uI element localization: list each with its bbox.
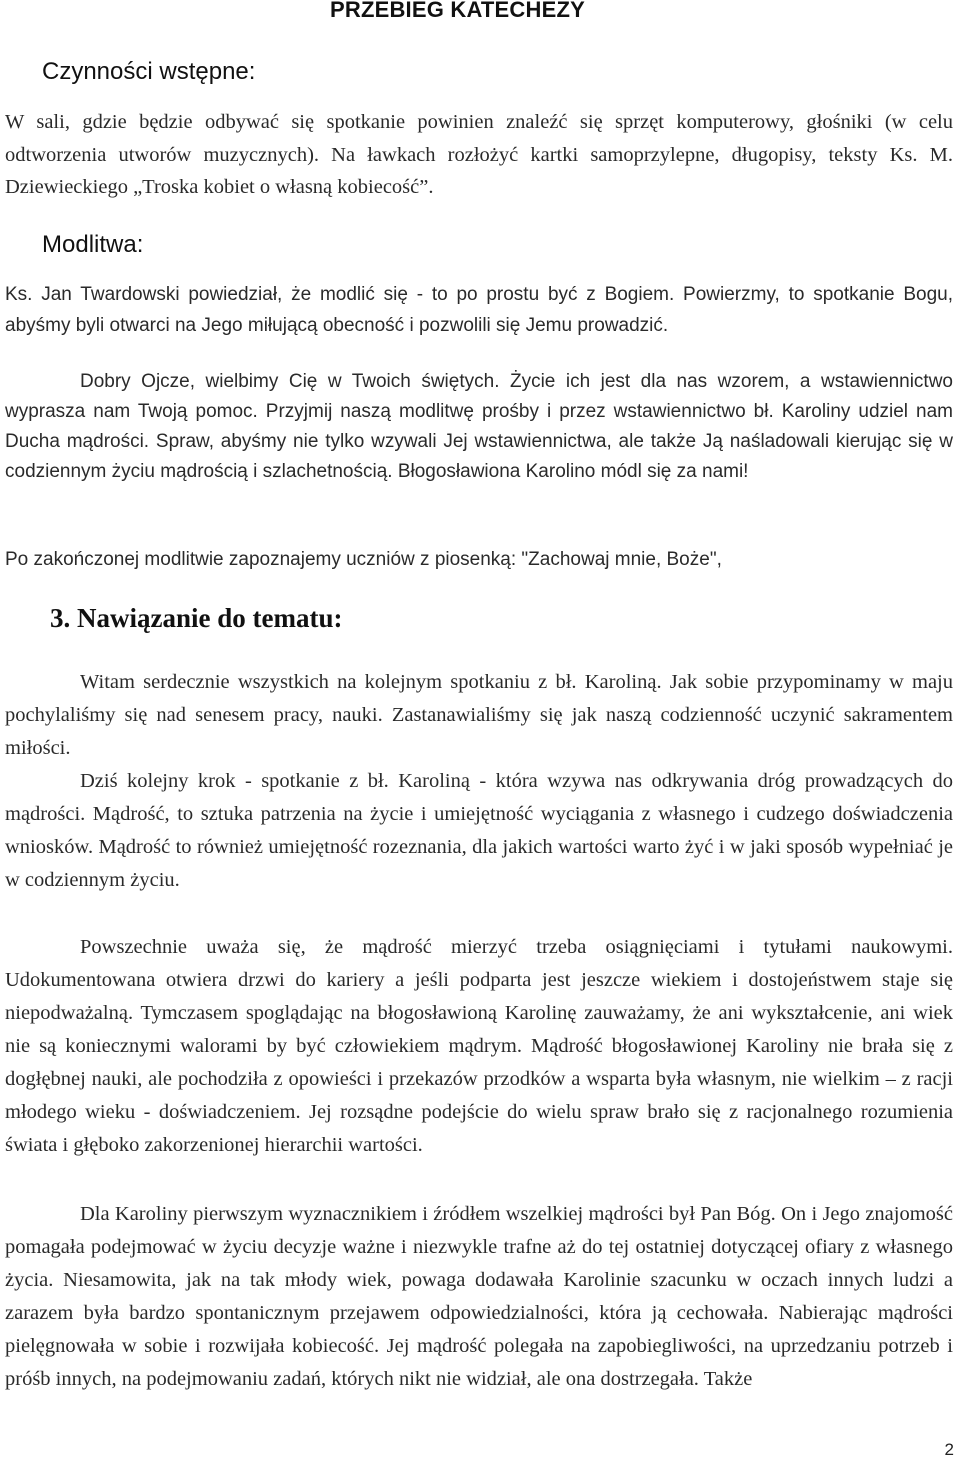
- topic-paragraph-4: Dla Karoliny pierwszym wyznacznikiem i źródłem wszelkiej mądrości był Pan Bóg. On i Jego znajomość pomagała podejmować w życiu decyzje ważne i niezwykle trafne aż do tej ostatniej dotyczącej ofiary z własnego życia. Niesamowita, jak na tak młody wiek, powaga dodawała Karolinie szacunku w oczach innych ludzi a zarazem była bardzo spontanicznym przejawem odpowiedzialności, która ją cechowała. Nabierając mądrości pielęgnowała w sobie i rozwijała kobiecość. Jej mądrość polegała na zapobiegliwości, na uprzedzaniu potrzeb i próśb innych, na podejmowaniu zadań, których nikt nie widział, ale ona dostrzegała. Także: [5, 1203, 953, 1390]
- topic-paragraph-3: Powszechnie uważa się, że mądrość mierzyć trzeba osiągnięciami i tytułami naukowymi. Udokumentowana otwiera drzwi do kariery a jeśli podparta jest jeszcze wiekiem i dostojeństwem staje się niepodważalną. Tymczasem spoglądając na błogosławioną Karolinę zauważamy, że ani wykształcenie, ani wiek nie są koniecznymi walorami by być człowiekiem mądrym. Mądrość błogosławionej Karoliny nie brała się z dogłębnej nauki, ale pochodziła z opowieści i przekazów przodków a wsparta była własnym, nie wielkim – z racji młodego wieku - doświadczeniem. Jej rozsądne podejście do wielu spraw brało się z racjonalnego rozumienia świata i głęboko zakorzenionej hierarchii wartości.: [5, 936, 953, 1156]
- topic-paragraph-1: Witam serdecznie wszystkich na kolejnym spotkaniu z bł. Karoliną. Jak sobie przypominamy w maju pochylaliśmy się nad senesem pracy, nauki. Zastanawialiśmy się jak naszą codzienność uczynić sakramentem miłości.: [5, 671, 953, 759]
- intro-heading: Czynności wstępne:: [42, 58, 256, 85]
- prayer-heading: Modlitwa:: [42, 231, 144, 258]
- topic-paragraph-2: Dziś kolejny krok - spotkanie z bł. Karoliną - która wzywa nas odkrywania dróg prowadzących do mądrości. Mądrość, to sztuka patrzenia na życie i umiejętność wyciągania z własnego i cudzego doświadczenia wniosków. Mądrość to również umiejętność rozeznania, dla jakich wartości warto żyć i w jaki sposób wypełniać je w codziennym życiu.: [5, 770, 953, 891]
- topic-heading: 3. Nawiązanie do tematu:: [50, 603, 343, 633]
- intro-paragraph: W sali, gdzie będzie odbywać się spotkanie powinien znaleźć się sprzęt komputerowy, głośniki (w celu odtworzenia utworów muzycznych). Na ławkach rozłożyć kartki samoprzylepne, długopisy, teksty Ks. M. Dziewieckiego „Troska kobiet o własną kobiecość”.: [5, 111, 953, 198]
- prayer-paragraph-intro: Ks. Jan Twardowski powiedział, że modlić się - to po prostu być z Bogiem. Powierzmy, to spotkanie Bogu, abyśmy byli otwarci na Jego miłującą obecność i pozwolili się Jemu prowadzić.: [5, 284, 953, 336]
- prayer-paragraph-text: Dobry Ojcze, wielbimy Cię w Twoich świętych. Życie ich jest dla nas wzorem, a wstawiennictwo wyprasza nam Twoją pomoc. Przyjmij naszą modlitwę prośby i przez wstawiennictwo bł. Karoliny udziel nam Ducha mądrości. Spraw, abyśmy nie tylko wzywali Jej wstawiennictwa, ale także Ją naśladowali kierując się w codziennym życiu mądrością i szlachetnością. Błogosławiona Karolino módl się za nami!: [5, 371, 953, 482]
- song-intro-paragraph: Po zakończonej modlitwie zapoznajemy uczniów z piosenką: "Zachowaj mnie, Boże",: [5, 549, 722, 570]
- page-number: 2: [944, 1440, 954, 1459]
- document-title: PRZEBIEG KATECHEZY: [330, 0, 585, 22]
